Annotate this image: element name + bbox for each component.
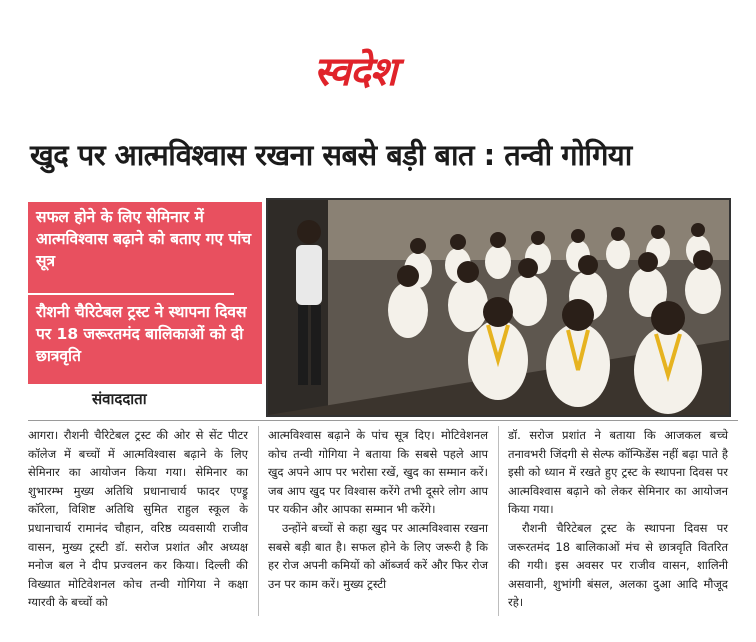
article-paragraph: रौशनी चैरिटेबल ट्रस्ट के स्थापना दिवस पर जरूरतमंद 18 बालिकाओं मंच से छात्रवृति वितरित की गयी। इस अवसर पर राजीव वासन, शालिनी असवानी, शुभांगी बंसल, अलका दुआ आदि मौजूद रहे।	[508, 520, 728, 610]
byline: संवाददाता	[92, 390, 147, 408]
column-rule	[498, 426, 499, 616]
article-paragraph: आत्मविश्वास बढ़ाने के पांच सूत्र दिए। मोटिवेशनल कोच तन्वी गोगिया ने बताया कि सबसे पहले आप खुद अपने आप पर भरोसा रखें, खुद का सम्मान करें। जब आप खुद पर विश्वास करेंगे तभी दूसरे लोग आप पर यकीन और आपका सम्मान भी करेंगे।	[268, 428, 488, 517]
article-column-2	[268, 426, 488, 593]
deck-item-seminar: सफल होने के लिए सेमिनार में आत्मविश्वास बढ़ाने को बताए गए पांच सूत्र	[36, 208, 252, 270]
seminar-photo-icon	[268, 200, 729, 415]
article-column-1	[28, 426, 248, 612]
column-rule	[258, 426, 259, 616]
masthead-logo: स्वदेश	[313, 49, 397, 95]
deck-item-scholarship: रौशनी चैरिटेबल ट्रस्ट ने स्थापना दिवस पर 18 जरूरतमंद बालिकाओं को दी छात्रवृति	[36, 303, 247, 365]
seminar-photo	[266, 198, 731, 417]
byline-rule	[28, 420, 738, 421]
article-column-3	[508, 426, 728, 612]
article-paragraph: डॉ. सरोज प्रशांत ने बताया कि आजकल बच्चे तनावभरी जिंदगी से सेल्फ कॉन्फिडेंस नहीं बढ़ा पाते है इसी को ध्यान में रखते हुए ट्रस्ट के स्थापना दिवस पर आत्मविश्वास बढ़ाने को लेकर सेमिनार का आयोजन किया गया।	[508, 428, 728, 517]
article-paragraph: उन्होंने बच्चों से कहा खुद पर आत्मविश्वास रखना सबसे बड़ी बात है। सफल होने के लिए जरूरी है कि हर रोज अपनी कमियों को ऑब्जर्व करें और फिर रोज उन पर काम करें। मुख्य ट्रस्टी	[268, 520, 488, 591]
page-headline: खुद पर आत्मविश्वास रखना सबसे बड़ी बात : तन्वी गोगिया	[30, 138, 632, 172]
article-paragraph: आगरा। रौशनी चैरिटेबल ट्रस्ट की ओर से सेंट पीटर कॉलेज में बच्चों में आत्मविश्वास बढ़ाने के लिए सेमिनार का आयोजन किया गया। सेमिनार का शुभारम्भ मुख्य अतिथि प्रधानाचार्य फादर एण्ड्रू कॉरेला, विशिष्ट अतिथि सुमित राहुल स्कूल के प्रधानाचार्य रामानंद चौहान, वरिष्ठ व्यवसायी राजीव वासन, मुख्य ट्रस्टी डॉ. सरोज प्रशांत और अध्यक्ष मनोज बल ने दीप प्रज्वलन कर किया। दिल्ली की विख्यात मोटिवेशनल कोच तन्वी गोगिया ने कक्षा ग्यारवी के बच्चों को	[28, 428, 248, 610]
deck-divider	[0, 293, 234, 295]
